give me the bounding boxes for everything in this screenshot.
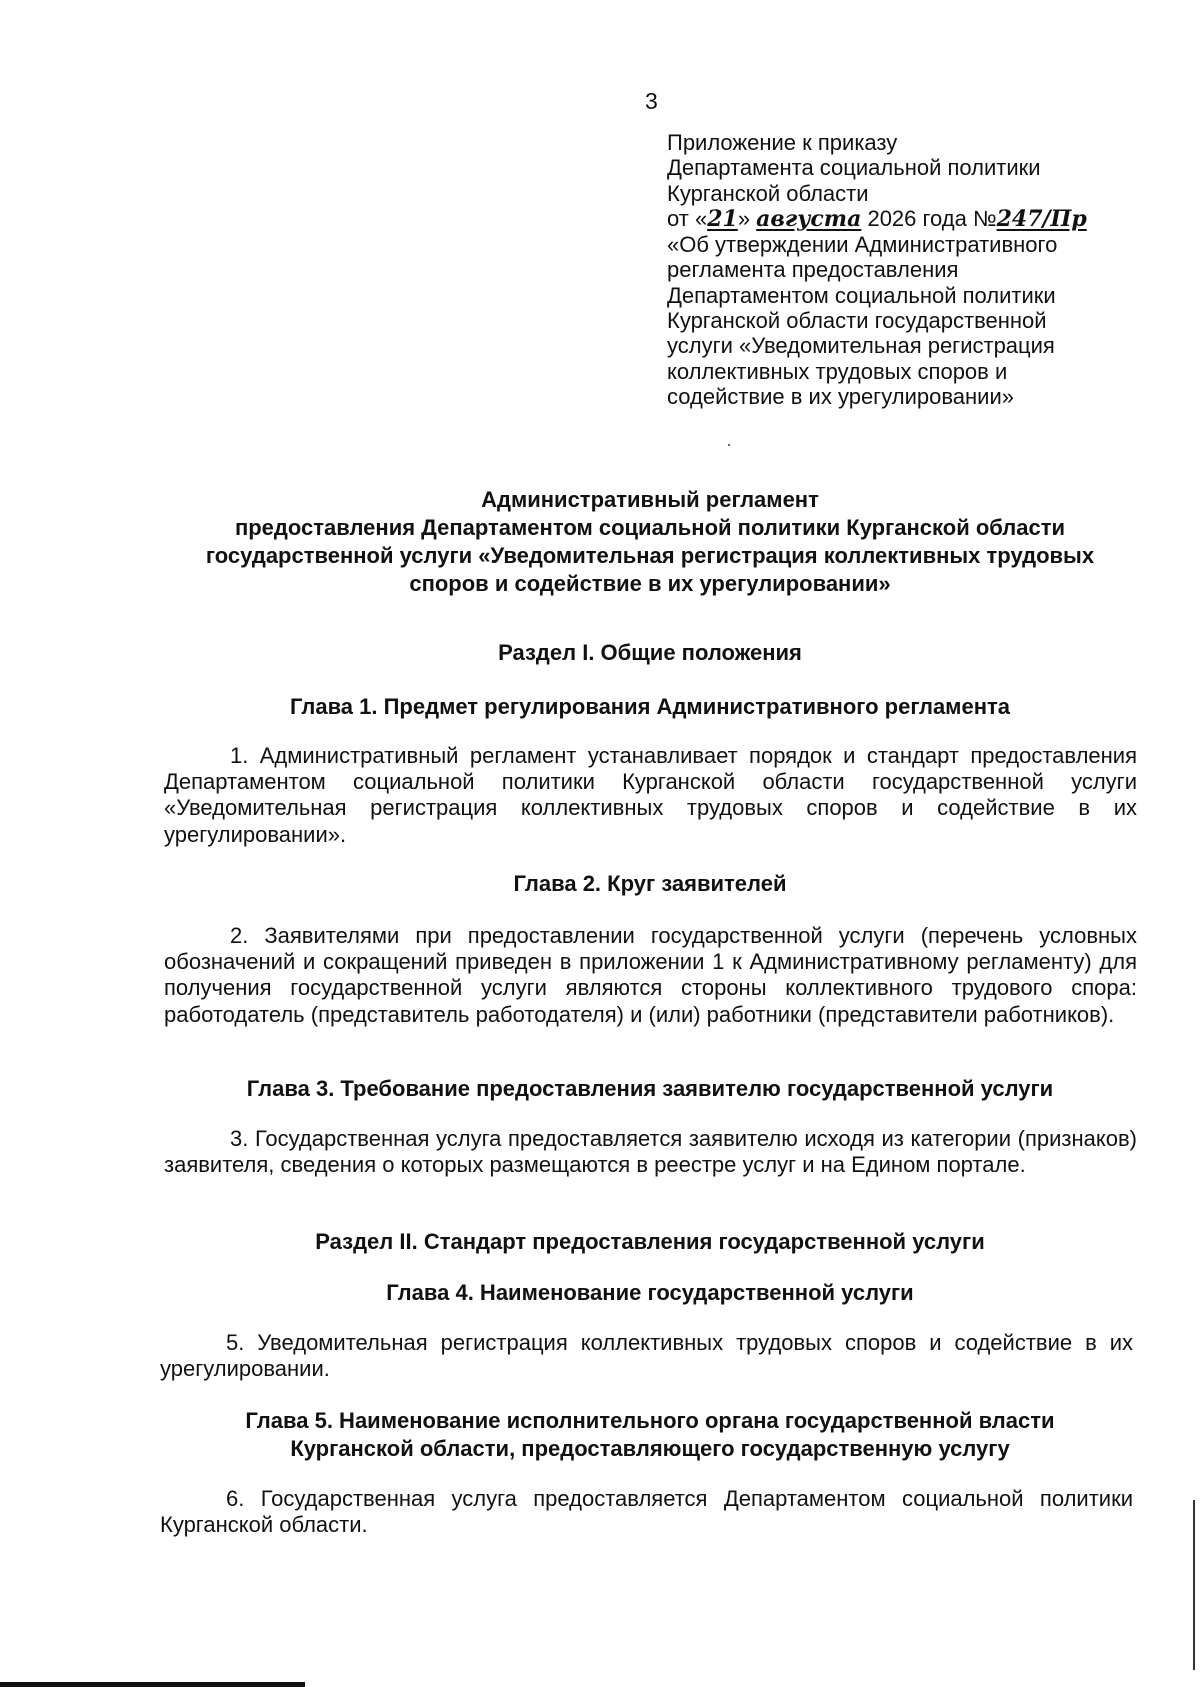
paragraph-5-text: 5. Уведомительная регистрация коллективных трудовых споров и содействие в их урегулировании. bbox=[160, 1330, 1133, 1382]
appendix-line: Курганской области bbox=[667, 180, 869, 206]
order-date-line bbox=[667, 206, 1187, 232]
appendix-subject-line: Департаментом социальной политики bbox=[667, 282, 1056, 308]
paragraph-1 bbox=[164, 743, 1137, 848]
scan-edge-mark bbox=[0, 1682, 305, 1687]
chapter-1-heading: Глава 1. Предмет регулирования Административного регламента bbox=[289, 694, 1010, 719]
handwritten-order-number: 247/Пр bbox=[996, 205, 1087, 232]
title-line: споров и содействие в их урегулировании» bbox=[409, 571, 891, 596]
scan-speck bbox=[728, 444, 730, 446]
appendix-block bbox=[667, 130, 1187, 409]
date-prefix: от « bbox=[667, 205, 708, 231]
handwritten-day: 21 bbox=[707, 205, 738, 232]
handwritten-month: августа bbox=[756, 205, 862, 232]
appendix-subject-line: услуги «Уведомительная регистрация bbox=[667, 333, 1055, 359]
chapter-5-heading-line-1: Глава 5. Наименование исполнительного органа государственной власти bbox=[245, 1408, 1055, 1433]
paragraph-6-text: 6. Государственная услуга предоставляется Департаментом социальной политики Курганской области. bbox=[160, 1486, 1133, 1538]
appendix-subject-line: коллективных трудовых споров и bbox=[667, 358, 1008, 384]
title-line: предоставления Департаментом социальной политики Курганской области bbox=[234, 515, 1066, 540]
section-2-heading: Раздел II. Стандарт предоставления государственной услуги bbox=[315, 1229, 985, 1254]
paragraph-6 bbox=[160, 1486, 1133, 1538]
paragraph-3 bbox=[164, 1126, 1137, 1178]
appendix-line: Департамента социальной политики bbox=[667, 155, 1041, 181]
appendix-subject-line: Курганской области государственной bbox=[667, 308, 1047, 334]
date-year-text: 2026 года № bbox=[861, 205, 997, 231]
appendix-subject-line: содействие в их урегулировании» bbox=[667, 383, 1014, 409]
title-line: государственной услуги «Уведомительная регистрация коллективных трудовых bbox=[205, 543, 1095, 568]
date-mid: » bbox=[737, 205, 757, 231]
paragraph-1-text: 1. Административный регламент устанавливает порядок и стандарт предоставления Департаментом социальной политики Курганской области государственной услуги «Уведомительная регистрация коллективных трудовых споров и содействие в их урегулировании». bbox=[164, 743, 1137, 847]
section-1-heading: Раздел I. Общие положения bbox=[498, 640, 802, 665]
appendix-subject-line: регламента предоставления bbox=[667, 257, 959, 283]
chapter-3-heading: Глава 3. Требование предоставления заявителю государственной услуги bbox=[246, 1076, 1054, 1101]
title-line: Административный регламент bbox=[481, 487, 819, 512]
chapter-5-heading-line-2: Курганской области, предоставляющего государственную услугу bbox=[290, 1436, 1010, 1461]
scan-edge-mark bbox=[1193, 1500, 1195, 1670]
page-number: 3 bbox=[645, 88, 658, 114]
paragraph-2-text: 2. Заявителями при предоставлении государственной услуги (перечень условных обозначений и сокращений приведен в приложении 1 к Административному регламенту) для получения государственной услуги являются стороны коллективного трудового спора: работодатель (представитель работодателя) и (или) работники (представители работников). bbox=[164, 923, 1137, 1027]
appendix-subject-line: «Об утверждении Административного bbox=[667, 232, 1058, 258]
paragraph-3-text: 3. Государственная услуга предоставляется заявителю исходя из категории (признаков) заявителя, сведения о которых размещаются в реестре услуг и на Едином портале. bbox=[164, 1126, 1137, 1178]
chapter-4-heading: Глава 4. Наименование государственной услуги bbox=[386, 1280, 914, 1305]
document-title bbox=[150, 486, 1150, 598]
appendix-line: Приложение к приказу bbox=[667, 130, 898, 155]
paragraph-5 bbox=[160, 1330, 1133, 1382]
chapter-2-heading: Глава 2. Круг заявителей bbox=[513, 871, 787, 896]
paragraph-2 bbox=[164, 923, 1137, 1028]
